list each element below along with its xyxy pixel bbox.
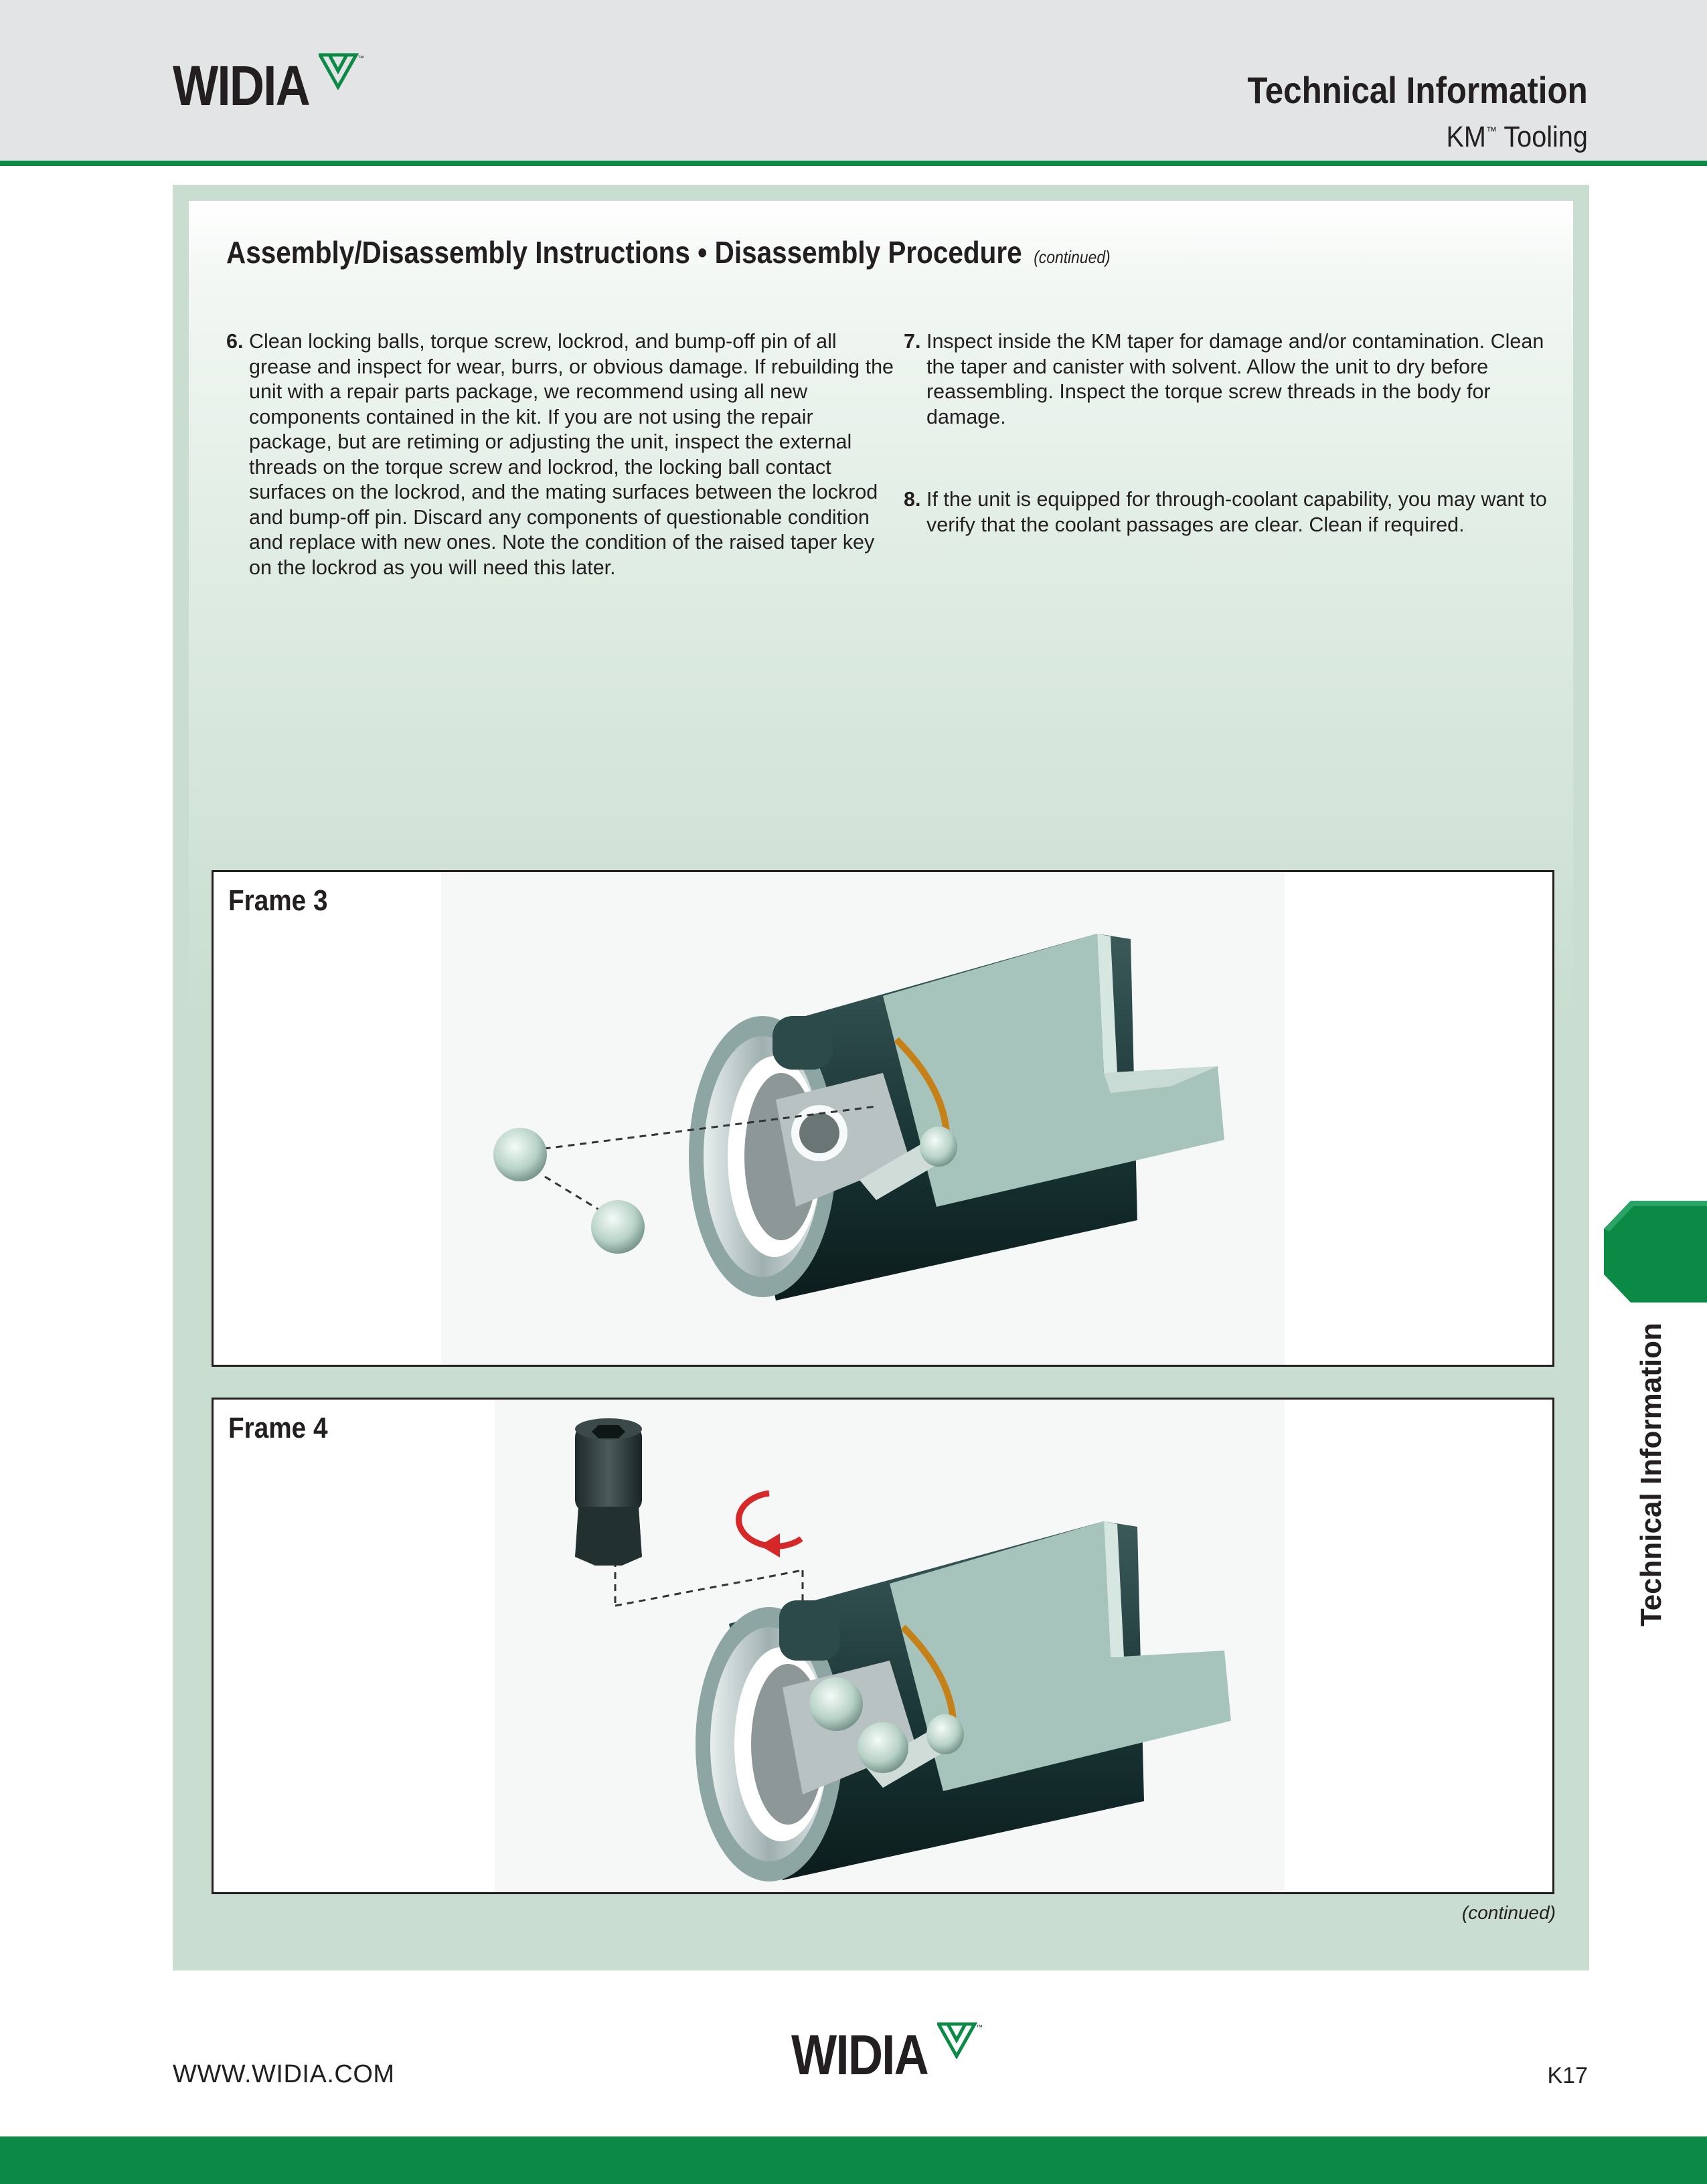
side-section-label: Technical Information xyxy=(1635,1323,1668,1626)
step-text: If the unit is equipped for through-coolant capability, you may want to verify that the coolant passages are clear. Clean if required. xyxy=(926,488,1547,536)
website-url: WWW.WIDIA.COM xyxy=(173,2060,395,2088)
logo-wordmark: WIDIA xyxy=(173,54,310,117)
widia-triangle-icon xyxy=(937,2021,984,2059)
logo-wordmark: WIDIA xyxy=(791,2023,928,2086)
widia-logo xyxy=(173,54,364,117)
step-number: 6. xyxy=(226,330,244,353)
torque-screw-illustration xyxy=(214,1400,1552,1892)
step-text: Clean locking balls, torque screw, lockrod, and bump-off pin of all grease and inspect for wear, burrs, or obvious damage. If rebuilding the unit with a repair parts package, we recommend using all new components contained in the kit. If you are not using the repair package, but are retiming or adjusting the unit, inspect the external threads on the torque screw and lockrod, the locking ball contact surfaces on the lockrod, and the mating surfaces between the lockrod and bump-off pin. Discard any components of questionable condition and replace with new ones. Note the condition of the raised taper key on the lockrod as you will need this later. xyxy=(249,330,894,579)
step-number: 7. xyxy=(904,330,921,353)
step-number: 8. xyxy=(904,488,921,511)
frame-label: Frame 4 xyxy=(228,1412,328,1444)
continued-note: (continued) xyxy=(1034,247,1111,267)
step-item xyxy=(904,329,1573,430)
instructions-column-right xyxy=(904,329,1573,537)
content-panel xyxy=(173,185,1589,1970)
page-number: K17 xyxy=(1547,2063,1588,2088)
continued-footer-note: (continued) xyxy=(1461,1902,1556,1923)
section-title: Assembly/Disassembly Instructions • Disassembly Procedure (continued) xyxy=(226,235,1111,270)
section-tab-marker xyxy=(1604,1201,1707,1303)
frame-label: Frame 3 xyxy=(228,884,328,917)
svg-text:™: ™ xyxy=(357,55,364,62)
page-header xyxy=(0,0,1707,166)
step-item xyxy=(904,487,1573,537)
footer-widia-logo xyxy=(791,2023,983,2086)
step-text: Inspect inside the KM taper for damage and/or contamination. Clean the taper and canister with solvent. Allow the unit to dry before reassembling. Inspect the torque screw threads in the body for damage. xyxy=(926,330,1544,428)
footer-bar xyxy=(0,2136,1707,2184)
header-subtitle: KM™ Tooling xyxy=(1446,120,1588,153)
frame-3-illustration xyxy=(212,870,1554,1367)
step-item xyxy=(226,329,897,580)
clamping-unit-illustration xyxy=(214,872,1552,1365)
svg-text:™: ™ xyxy=(976,2024,983,2031)
instructions-column-left xyxy=(226,329,897,580)
frame-4-illustration xyxy=(212,1398,1554,1894)
widia-triangle-icon xyxy=(319,52,365,90)
header-title: Technical Information xyxy=(1247,69,1588,111)
